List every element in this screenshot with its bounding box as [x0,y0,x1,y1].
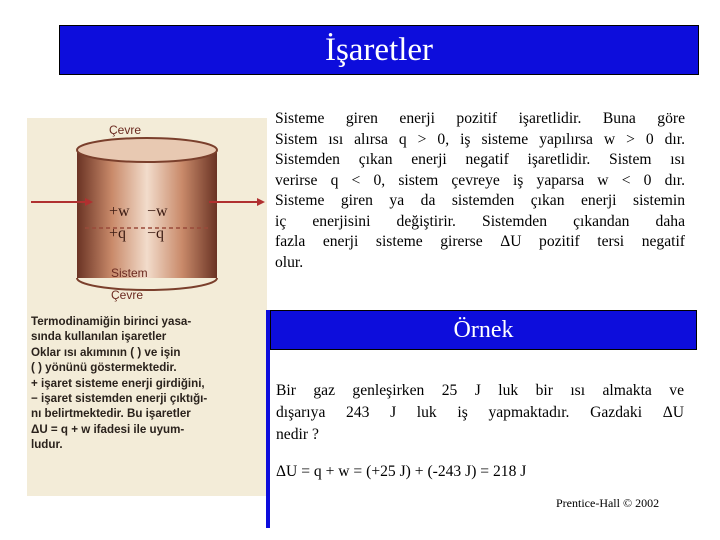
example-title-bar [270,310,697,350]
caption-line: nı belirtmektedir. Bu işaretler [31,407,191,421]
intro-line: fazla enerji sisteme girerse ΔU pozitif tersi negatif [275,233,685,250]
intro-paragraph [275,109,685,273]
problem-line: nedir ? [276,426,319,443]
caption-line: ( ) yönünü göstermektedir. [31,361,177,375]
caption-line: sında kullanılan işaretler [31,330,167,344]
problem-line: dışarıya 243 J luk iş yapmaktadır. Gazdaki ΔU [276,404,684,421]
intro-line: verirse q < 0, sistem çevreye iş yaparsa w < 0 dır. [275,171,685,189]
sign-minus-w: −w [147,203,168,220]
cylinder-figure [27,118,267,496]
intro-line: olur. [275,253,304,271]
intro-line: Sisteme giren enerji pozitif işaretlidir. Buna göre [275,110,685,127]
surroundings-label-top: Çevre [109,123,142,137]
system-label: Sistem [111,266,148,280]
work-arrow-out-head [257,198,265,206]
intro-line: Sistem ısı alırsa q > 0, iş sisteme yapılırsa w > 0 dır. [275,130,685,148]
problem-line: Bir gaz genleşirken 25 J luk bir ısı almakta ve [276,382,684,399]
sign-minus-q: −q [147,225,165,242]
slide-title: İşaretler [324,31,434,68]
surroundings-label-bottom: Çevre [111,288,144,302]
intro-line: iç enerjisini değiştirir. Sistemden çıkandan daha [275,212,685,230]
caption-line: Oklar ısı akımının ( ) ve işin [31,345,181,359]
sign-plus-q: +q [109,225,127,242]
publisher-credit: Prentice-Hall © 2002 [556,496,660,510]
sign-plus-w: +w [109,203,130,220]
cylinder-top [77,138,217,162]
example-answer: ΔU = q + w = (+25 J) + (-243 J) = 218 J [276,463,527,480]
slide-title-bar [59,25,699,75]
example-problem [276,380,684,446]
caption-line: + işaret sisteme enerji girdiğini, [31,376,205,390]
caption-line: − işaret sistemden enerji çıktığı- [31,392,208,406]
figure-caption [31,314,263,453]
example-title: Örnek [453,316,514,343]
intro-line: Sistemden çıkan enerji negatif işaretlidir. Sistem ısı [275,151,685,168]
intro-line: Sisteme giren ya da sistemden çıkan enerji sistemin [275,192,685,209]
caption-line: ΔU = q + w ifadesi ile uyum- [31,422,185,436]
caption-line: ludur. [31,438,63,452]
caption-line: Termodinamiğin birinci yasa- [31,315,192,328]
